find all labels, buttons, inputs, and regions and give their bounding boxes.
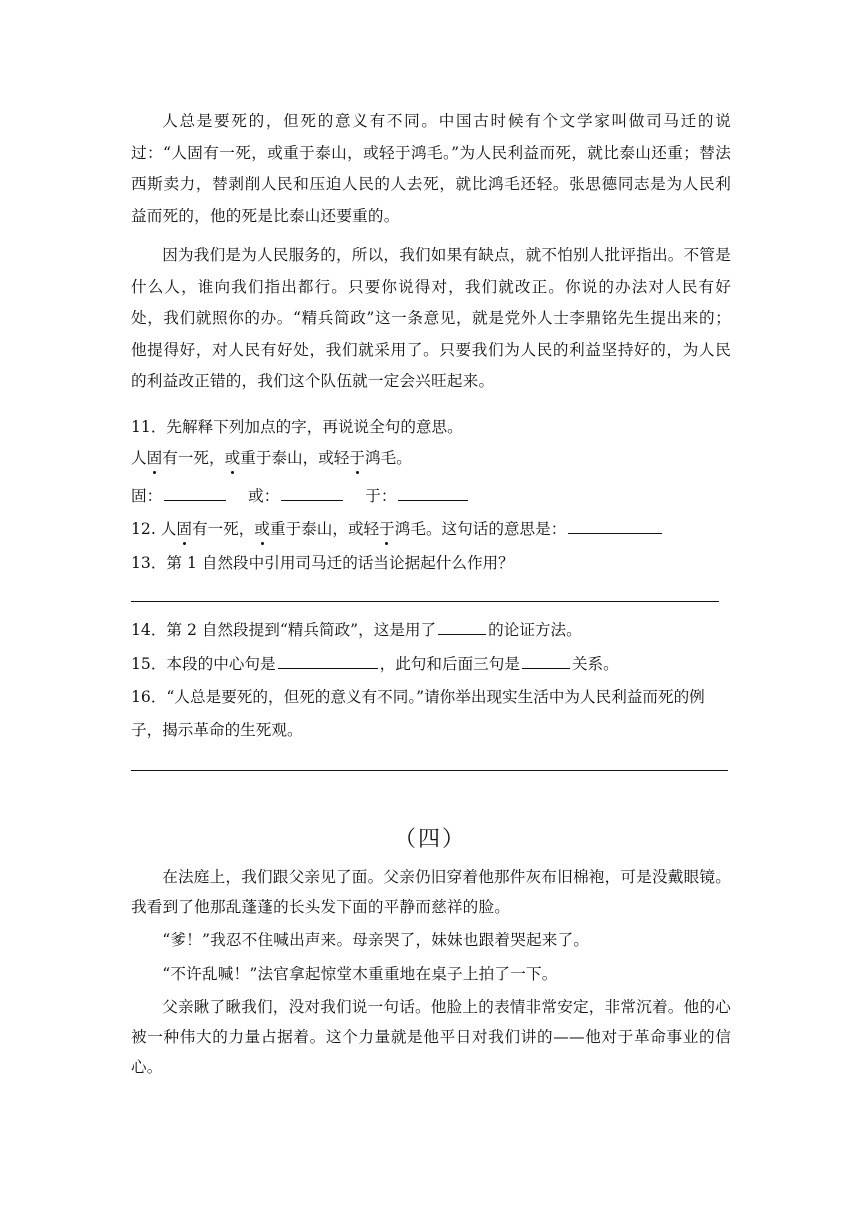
answer-line-q16[interactable] bbox=[131, 770, 728, 771]
blank-q14[interactable] bbox=[438, 619, 486, 635]
section4-paragraph-2: “爹！”我忍不住喊出声来。母亲哭了，妹妹也跟着哭起来了。 bbox=[162, 931, 590, 949]
label-huo: 或： bbox=[248, 487, 280, 505]
dotted-char-gu: 固 bbox=[146, 449, 163, 467]
blank-q15-relation[interactable] bbox=[522, 653, 570, 669]
question-11: 11．先解释下列加点的字，再说说全句的意思。 bbox=[131, 418, 463, 436]
question-16: 16．“人总是要死的，但死的意义有不同。”请你举出现实生活中为人民利益而死的例子，揭示革命的生死观。 bbox=[131, 688, 705, 739]
question-15: 15．本段的中心句是 ，此句和后面三句是 关系。 bbox=[131, 655, 619, 673]
label-yu: 于： bbox=[365, 487, 397, 505]
question-14: 14．第 2 自然段提到“精兵简政”，这是用了 的论证方法。 bbox=[131, 621, 582, 639]
blank-q12[interactable] bbox=[568, 518, 662, 534]
passage-paragraph-1: 人总是要死的，但死的意义有不同。中国古时候有个文学家叫做司马迁的说过：“人固有一死，或重于泰山，或轻于鸿毛。”为人民利益而死，就比泰山还重；替法西斯卖力，替剥削人民和压迫人民的人去死，就比鸿毛还轻。张思德同志是为人民利益而死的，他的死是比泰山还要重的。 bbox=[131, 112, 731, 225]
blank-gu[interactable] bbox=[164, 485, 226, 501]
label-gu: 固： bbox=[131, 487, 163, 505]
section4-paragraph-3: “不许乱喊！”法官拿起惊堂木重重地在桌子上拍了一下。 bbox=[162, 965, 558, 983]
section-title: （四） bbox=[393, 827, 466, 852]
question-13: 13．第 1 自然段中引用司马迁的话当论据起什么作用？ bbox=[131, 554, 514, 572]
passage-paragraph-2: 因为我们是为人民服务的，所以，我们如果有缺点，就不怕别人批评指出。不管是什么人，谁向我们指出都行。只要你说得对，我们就改正。你说的办法对人民有好处，我们就照你的办。“精兵简政”这一条意见，就是党外人士李鼎铭先生提出来的；他提得好，对人民有好处，我们就采用了。只要我们为人民的利益坚持好的，为人民的利益改正错的，我们这个队伍就一定会兴旺起来。 bbox=[131, 246, 731, 390]
dotted-char-yu: 于 bbox=[349, 449, 365, 467]
section4-paragraph-4: 父亲瞅了瞅我们，没对我们说一句话。他脸上的表情非常安定，非常沉着。他的心被一种伟大的力量占据着。这个力量就是他平日对我们讲的——他对于革命事业的信心。 bbox=[131, 998, 731, 1076]
answer-line-q13[interactable] bbox=[131, 601, 719, 602]
dotted-char-huo: 或 bbox=[224, 449, 241, 467]
blank-q15-center[interactable] bbox=[278, 653, 378, 669]
question-12: 12. 人固有一死，或重于泰山，或轻于鸿毛。这句话的意思是： bbox=[131, 518, 731, 540]
question-11-answer-row bbox=[131, 485, 731, 507]
blank-huo[interactable] bbox=[281, 485, 343, 501]
blank-yu[interactable] bbox=[398, 485, 468, 501]
question-11-sentence: 人固有一死，或重于泰山，或轻于鸿毛。 bbox=[131, 449, 412, 467]
section4-paragraph-1: 在法庭上，我们跟父亲见了面。父亲仍旧穿着他那件灰布旧棉袍，可是没戴眼镜。我看到了他那乱蓬蓬的长头发下面的平静而慈祥的脸。 bbox=[131, 868, 731, 916]
